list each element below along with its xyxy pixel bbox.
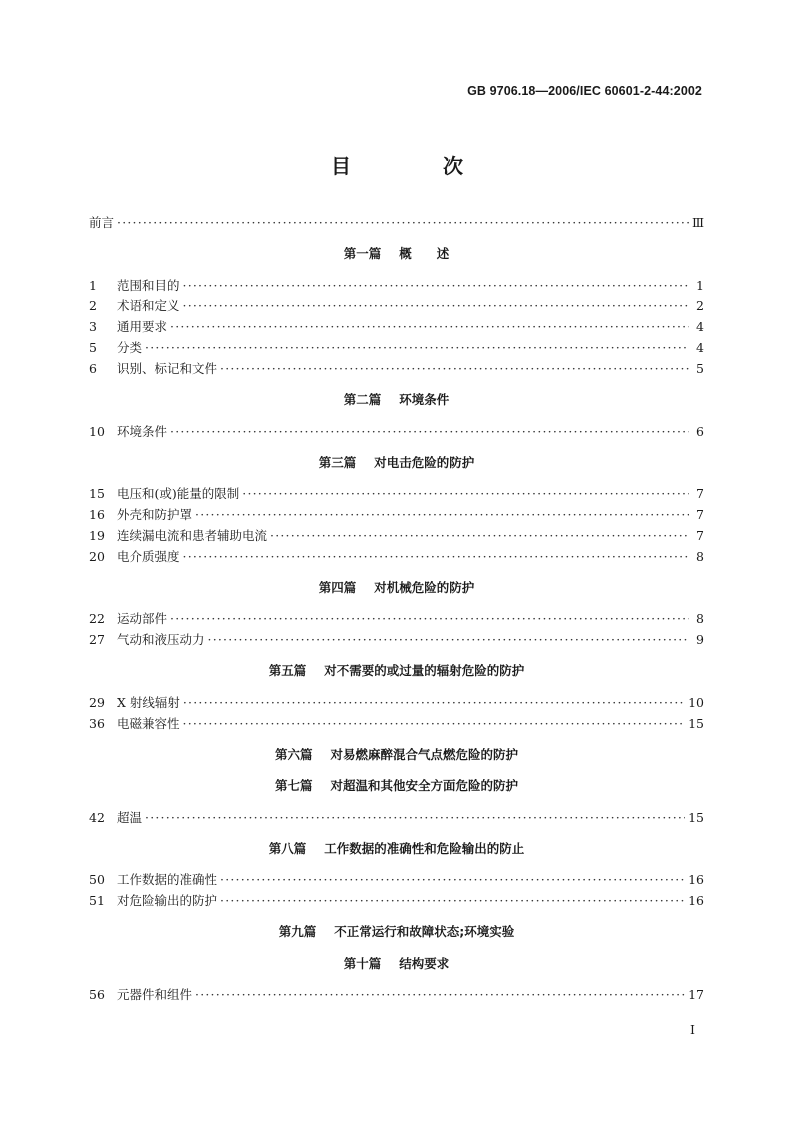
- toc-entry-number: 5: [89, 340, 97, 356]
- toc-entry-label: 通用要求: [117, 319, 168, 335]
- toc-entry[interactable]: [89, 985, 704, 1006]
- toc-entry-label: 分类: [117, 340, 143, 356]
- toc-entry-page: 8: [696, 548, 704, 564]
- toc-entry-number: 10: [89, 423, 105, 439]
- part-number: 第四篇: [318, 579, 357, 595]
- part-title: 对机械危险的防护: [374, 579, 475, 595]
- toc-entry-number: 6: [89, 360, 97, 376]
- toc-entry-page: 9: [696, 632, 704, 648]
- toc-entry-label: 范围和目的: [117, 277, 180, 293]
- toc-entry[interactable]: [89, 526, 704, 547]
- dot-leader: [117, 215, 689, 230]
- toc-entry[interactable]: [89, 609, 704, 630]
- dot-leader: [195, 507, 689, 522]
- toc-part-heading: [89, 745, 704, 766]
- page-number: I: [690, 1022, 695, 1037]
- toc-entry-page: 7: [696, 507, 704, 523]
- part-title: 对不需要的或过量的辐射危险的防护: [324, 663, 525, 679]
- toc-entry-number: 50: [89, 872, 105, 888]
- dot-leader: [170, 319, 689, 334]
- part-number: 第六篇: [274, 746, 313, 762]
- toc-part-heading: [89, 839, 704, 860]
- part-number: 第十篇: [343, 955, 382, 971]
- part-title: 对电击危险的防护: [374, 454, 475, 470]
- toc-entry[interactable]: [89, 422, 704, 443]
- dot-leader: [183, 549, 689, 564]
- part-number: 第五篇: [268, 663, 307, 679]
- toc-entry-page: 4: [696, 319, 704, 335]
- toc-entry-label: X 射线辐射: [117, 694, 180, 710]
- part-title: 概 述: [399, 246, 450, 262]
- toc-entry-page: 10: [688, 694, 704, 710]
- toc-entry[interactable]: [89, 870, 704, 891]
- dot-leader: [270, 528, 689, 543]
- toc-entry-number: 2: [89, 298, 97, 314]
- dot-leader: [220, 361, 689, 376]
- dot-leader: [195, 987, 685, 1002]
- toc-part-heading: [89, 922, 704, 943]
- toc-entry-number: 56: [89, 987, 105, 1003]
- toc-entry-page: Ⅲ: [691, 215, 704, 230]
- toc-entry-page: 15: [688, 715, 704, 731]
- toc-part-heading: [89, 244, 704, 265]
- part-title: 对超温和其他安全方面危险的防护: [330, 778, 519, 794]
- toc-entry-page: 8: [696, 611, 704, 627]
- dot-leader: [183, 278, 689, 293]
- toc-entry-number: 27: [89, 632, 105, 648]
- toc-entry-number: 1: [89, 277, 97, 293]
- toc-entry-label: 对危险输出的防护: [117, 893, 218, 909]
- toc-entry-page: 16: [688, 893, 704, 909]
- dot-leader: [183, 298, 689, 313]
- toc-entry[interactable]: [89, 359, 704, 380]
- part-number: 第二篇: [343, 392, 382, 408]
- toc-entry[interactable]: [89, 296, 704, 317]
- part-number: 第七篇: [274, 778, 313, 794]
- toc-entry-label: 气动和液压动力: [117, 632, 205, 648]
- toc-entry-label: 前言: [89, 215, 115, 230]
- dot-leader: [170, 611, 689, 626]
- toc-entry[interactable]: [89, 630, 704, 651]
- toc-entry-page: 17: [688, 987, 704, 1003]
- part-title: 环境条件: [399, 392, 450, 408]
- toc-entry-label: 电压和(或)能量的限制: [117, 486, 240, 502]
- toc-part-heading: [89, 453, 704, 474]
- toc-entry[interactable]: [89, 505, 704, 526]
- toc-entry-page: 6: [696, 423, 704, 439]
- toc-entry-page: 15: [688, 809, 704, 825]
- toc-entry-number: 15: [89, 486, 105, 502]
- table-of-contents: [89, 213, 704, 1006]
- part-number: 第九篇: [278, 924, 317, 940]
- toc-entry-label: 工作数据的准确性: [117, 872, 218, 888]
- toc-entry-page: 1: [696, 277, 704, 293]
- toc-entry-page: 2: [696, 298, 704, 314]
- toc-entry-number: 3: [89, 319, 97, 335]
- dot-leader: [220, 872, 685, 887]
- dot-leader: [145, 340, 689, 355]
- toc-entry-page: 7: [696, 527, 704, 543]
- part-title: 工作数据的准确性和危险输出的防止: [324, 840, 525, 856]
- toc-entry[interactable]: [89, 891, 704, 912]
- part-title: 对易燃麻醉混合气点燃危险的防护: [330, 746, 519, 762]
- dot-leader: [242, 486, 689, 501]
- toc-part-heading: [89, 390, 704, 411]
- toc-entry-label: 连续漏电流和患者辅助电流: [117, 527, 268, 543]
- standard-code: GB 9706.18—2006/IEC 60601-2-44:2002: [467, 84, 702, 98]
- toc-entry-number: 51: [89, 893, 105, 909]
- toc-entry[interactable]: [89, 808, 704, 829]
- toc-entry-label: 术语和定义: [117, 298, 180, 314]
- toc-entry-page: 16: [688, 872, 704, 888]
- toc-entry-page: 7: [696, 486, 704, 502]
- toc-part-heading: [89, 954, 704, 975]
- part-number: 第一篇: [343, 246, 382, 262]
- part-number: 第八篇: [268, 840, 307, 856]
- dot-leader: [145, 810, 685, 825]
- toc-entry-number: 22: [89, 611, 105, 627]
- toc-entry-number: 19: [89, 527, 105, 543]
- toc-entry[interactable]: [89, 693, 704, 714]
- dot-leader: [208, 632, 689, 647]
- toc-entry[interactable]: [89, 213, 704, 234]
- toc-entry-number: 29: [89, 694, 105, 710]
- toc-entry[interactable]: [89, 484, 704, 505]
- toc-entry[interactable]: [89, 547, 704, 568]
- dot-leader: [183, 716, 686, 731]
- dot-leader: [183, 695, 685, 710]
- toc-entry-label: 电磁兼容性: [117, 715, 180, 731]
- toc-entry-label: 电介质强度: [117, 548, 180, 564]
- toc-entry-label: 外壳和防护罩: [117, 507, 193, 523]
- part-title: 结构要求: [399, 955, 450, 971]
- toc-entry-number: 42: [89, 809, 105, 825]
- toc-part-heading: [89, 661, 704, 682]
- toc-part-heading: [89, 578, 704, 599]
- toc-entry-label: 环境条件: [117, 423, 168, 439]
- toc-entry[interactable]: [89, 276, 704, 297]
- toc-entry-label: 运动部件: [117, 611, 168, 627]
- page-title: 目 次: [331, 154, 499, 178]
- toc-entry-label: 超温: [117, 809, 143, 825]
- dot-leader: [170, 424, 689, 439]
- toc-entry-page: 5: [696, 360, 704, 376]
- part-number: 第三篇: [318, 454, 357, 470]
- toc-entry-number: 16: [89, 507, 105, 523]
- toc-entry[interactable]: [89, 714, 704, 735]
- toc-entry-label: 识别、标记和文件: [117, 360, 218, 376]
- dot-leader: [220, 893, 685, 908]
- toc-entry[interactable]: [89, 317, 704, 338]
- toc-part-heading: [89, 776, 704, 797]
- toc-entry-number: 20: [89, 548, 105, 564]
- toc-entry-number: 36: [89, 715, 105, 731]
- toc-entry[interactable]: [89, 338, 704, 359]
- toc-entry-page: 4: [696, 340, 704, 356]
- part-title: 不正常运行和故障状态;环境实验: [334, 924, 515, 940]
- toc-entry-label: 元器件和组件: [117, 987, 193, 1003]
